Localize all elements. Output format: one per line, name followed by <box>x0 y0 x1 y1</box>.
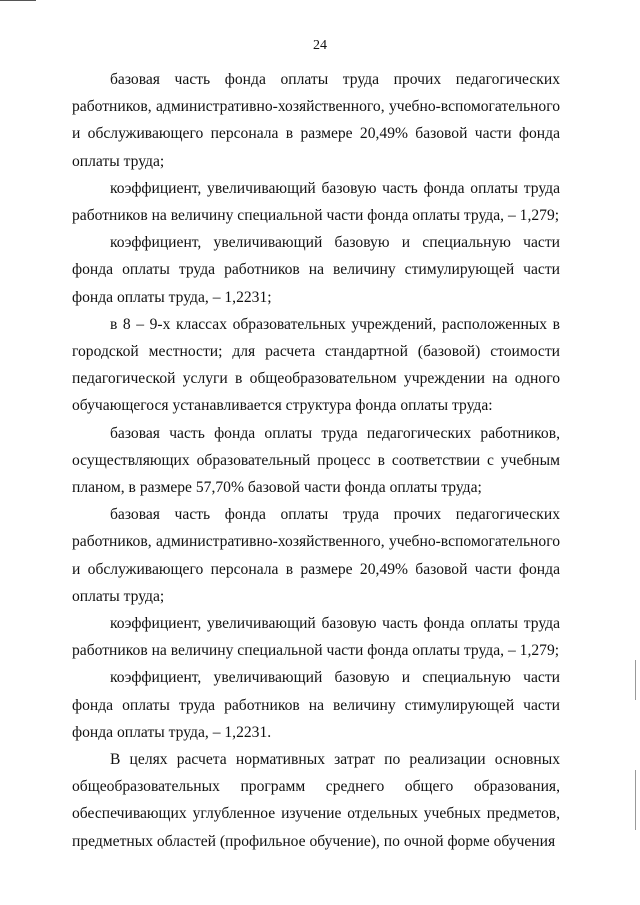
scan-corner-mark <box>0 0 36 1</box>
scan-edge-mark <box>635 660 636 700</box>
paragraph: коэффициент, увеличивающий базовую и специальную части фонда оплаты труда работников на величину стимулирующей части фонда оплаты труда, – 1,2231; <box>72 234 560 306</box>
document-body <box>72 66 560 855</box>
paragraph: базовая часть фонда оплаты труда прочих педагогических работников, административно-хозяйственного, учебно-вспомогательного и обслуживающего персонала в размере 20,49% базовой части фонда оплаты труда; <box>72 506 560 605</box>
paragraph: базовая часть фонда оплаты труда педагогических работников, осуществляющих образовательный процесс в соответствии с учебным планом, в размере 57,70% базовой части фонда оплаты труда; <box>72 424 560 497</box>
paragraph: базовая часть фонда оплаты труда прочих педагогических работников, административно-хозяйственного, учебно-вспомогательного и обслуживающего персонала в размере 20,49% базовой части фонда оплаты труда; <box>72 71 560 170</box>
paragraph: коэффициент, увеличивающий базовую часть фонда оплаты труда работников на величину специальной части фонда оплаты труда, – 1,279; <box>72 179 560 225</box>
paragraph: В целях расчета нормативных затрат по реализации основных общеобразовательных программ среднего общего образования, обеспечивающих углубленное изучение отдельных учебных предметов, предметных областей (профильное обучение), по очной форме обучения <box>72 751 560 850</box>
paragraph: коэффициент, увеличивающий базовую и специальную части фонда оплаты труда работников на величину стимулирующей части фонда оплаты труда, – 1,2231. <box>72 669 560 741</box>
scan-edge-mark <box>635 770 636 830</box>
paragraph: в 8 – 9-х классах образовательных учреждений, расположенных в городской местности; для расчета стандартной (базовой) стоимости педагогической услуги в общеобразовательном учреждении на одного обучающегося устанавливается структура фонда оплаты труда: <box>72 315 560 415</box>
page-number: 24 <box>313 38 327 53</box>
paragraph: коэффициент, увеличивающий базовую часть фонда оплаты труда работников на величину специальной части фонда оплаты труда, – 1,279; <box>72 615 560 660</box>
